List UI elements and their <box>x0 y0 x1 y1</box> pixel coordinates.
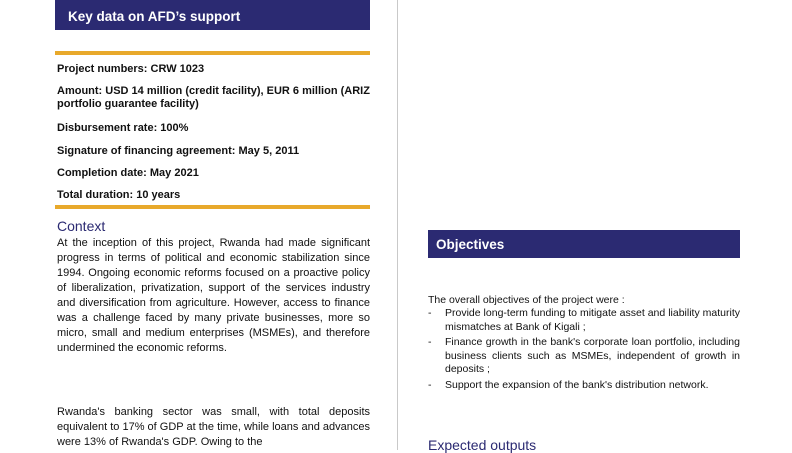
key-data-title: Key data on AFD’s support <box>68 9 241 24</box>
objective-item: - Support the expansion of the bank's distribution network. <box>428 379 740 393</box>
context-heading: Context <box>57 218 106 234</box>
context-paragraph-1: At the inception of this project, Rwanda had made significant progress in terms of political and economic stabilization since 1994. Ongoing economic reforms focused on a proactive policy of liberalization, privatization, support of the services industry and diversification from agriculture. However, access to finance was a challenge faced by many private businesses, more so micro, small and medium enterprises (MSMEs), and therefore undermined the economic reforms. <box>57 237 370 354</box>
objectives-list <box>428 307 740 394</box>
disbursement-rate-item: Disbursement rate: 100% <box>57 122 189 134</box>
objective-item: - Finance growth in the bank's corporate loan portfolio, including business clients such as MSMEs, independent of growth in deposits ; <box>428 336 740 377</box>
context-paragraph-2: Rwanda's banking sector was small, with total deposits equivalent to 17% of GDP at the time, while loans and advances were 13% of Rwanda's GDP. Owing to the <box>57 406 370 448</box>
key-data-banner <box>55 0 370 30</box>
amount-item: Amount: USD 14 million (credit facility), EUR 6 million (ARIZ portfolio guarantee facility) <box>57 85 370 110</box>
signature-date-item: Signature of financing agreement: May 5, 2011 <box>57 145 300 157</box>
objectives-banner <box>428 230 740 258</box>
completion-date-item: Completion date: May 2021 <box>57 167 199 179</box>
column-divider <box>397 0 398 450</box>
key-data-top-rule <box>55 51 370 55</box>
objectives-title: Objectives <box>436 237 505 252</box>
total-duration-item: Total duration: 10 years <box>57 189 181 201</box>
objectives-intro: The overall objectives of the project were : <box>428 294 625 306</box>
objective-item: - Provide long-term funding to mitigate asset and liability maturity mismatches at Bank of Kigali ; <box>428 307 740 334</box>
expected-outputs-heading: Expected outputs <box>428 437 537 453</box>
key-data-bottom-rule <box>55 205 370 209</box>
project-numbers-item: Project numbers: CRW 1023 <box>57 63 205 75</box>
